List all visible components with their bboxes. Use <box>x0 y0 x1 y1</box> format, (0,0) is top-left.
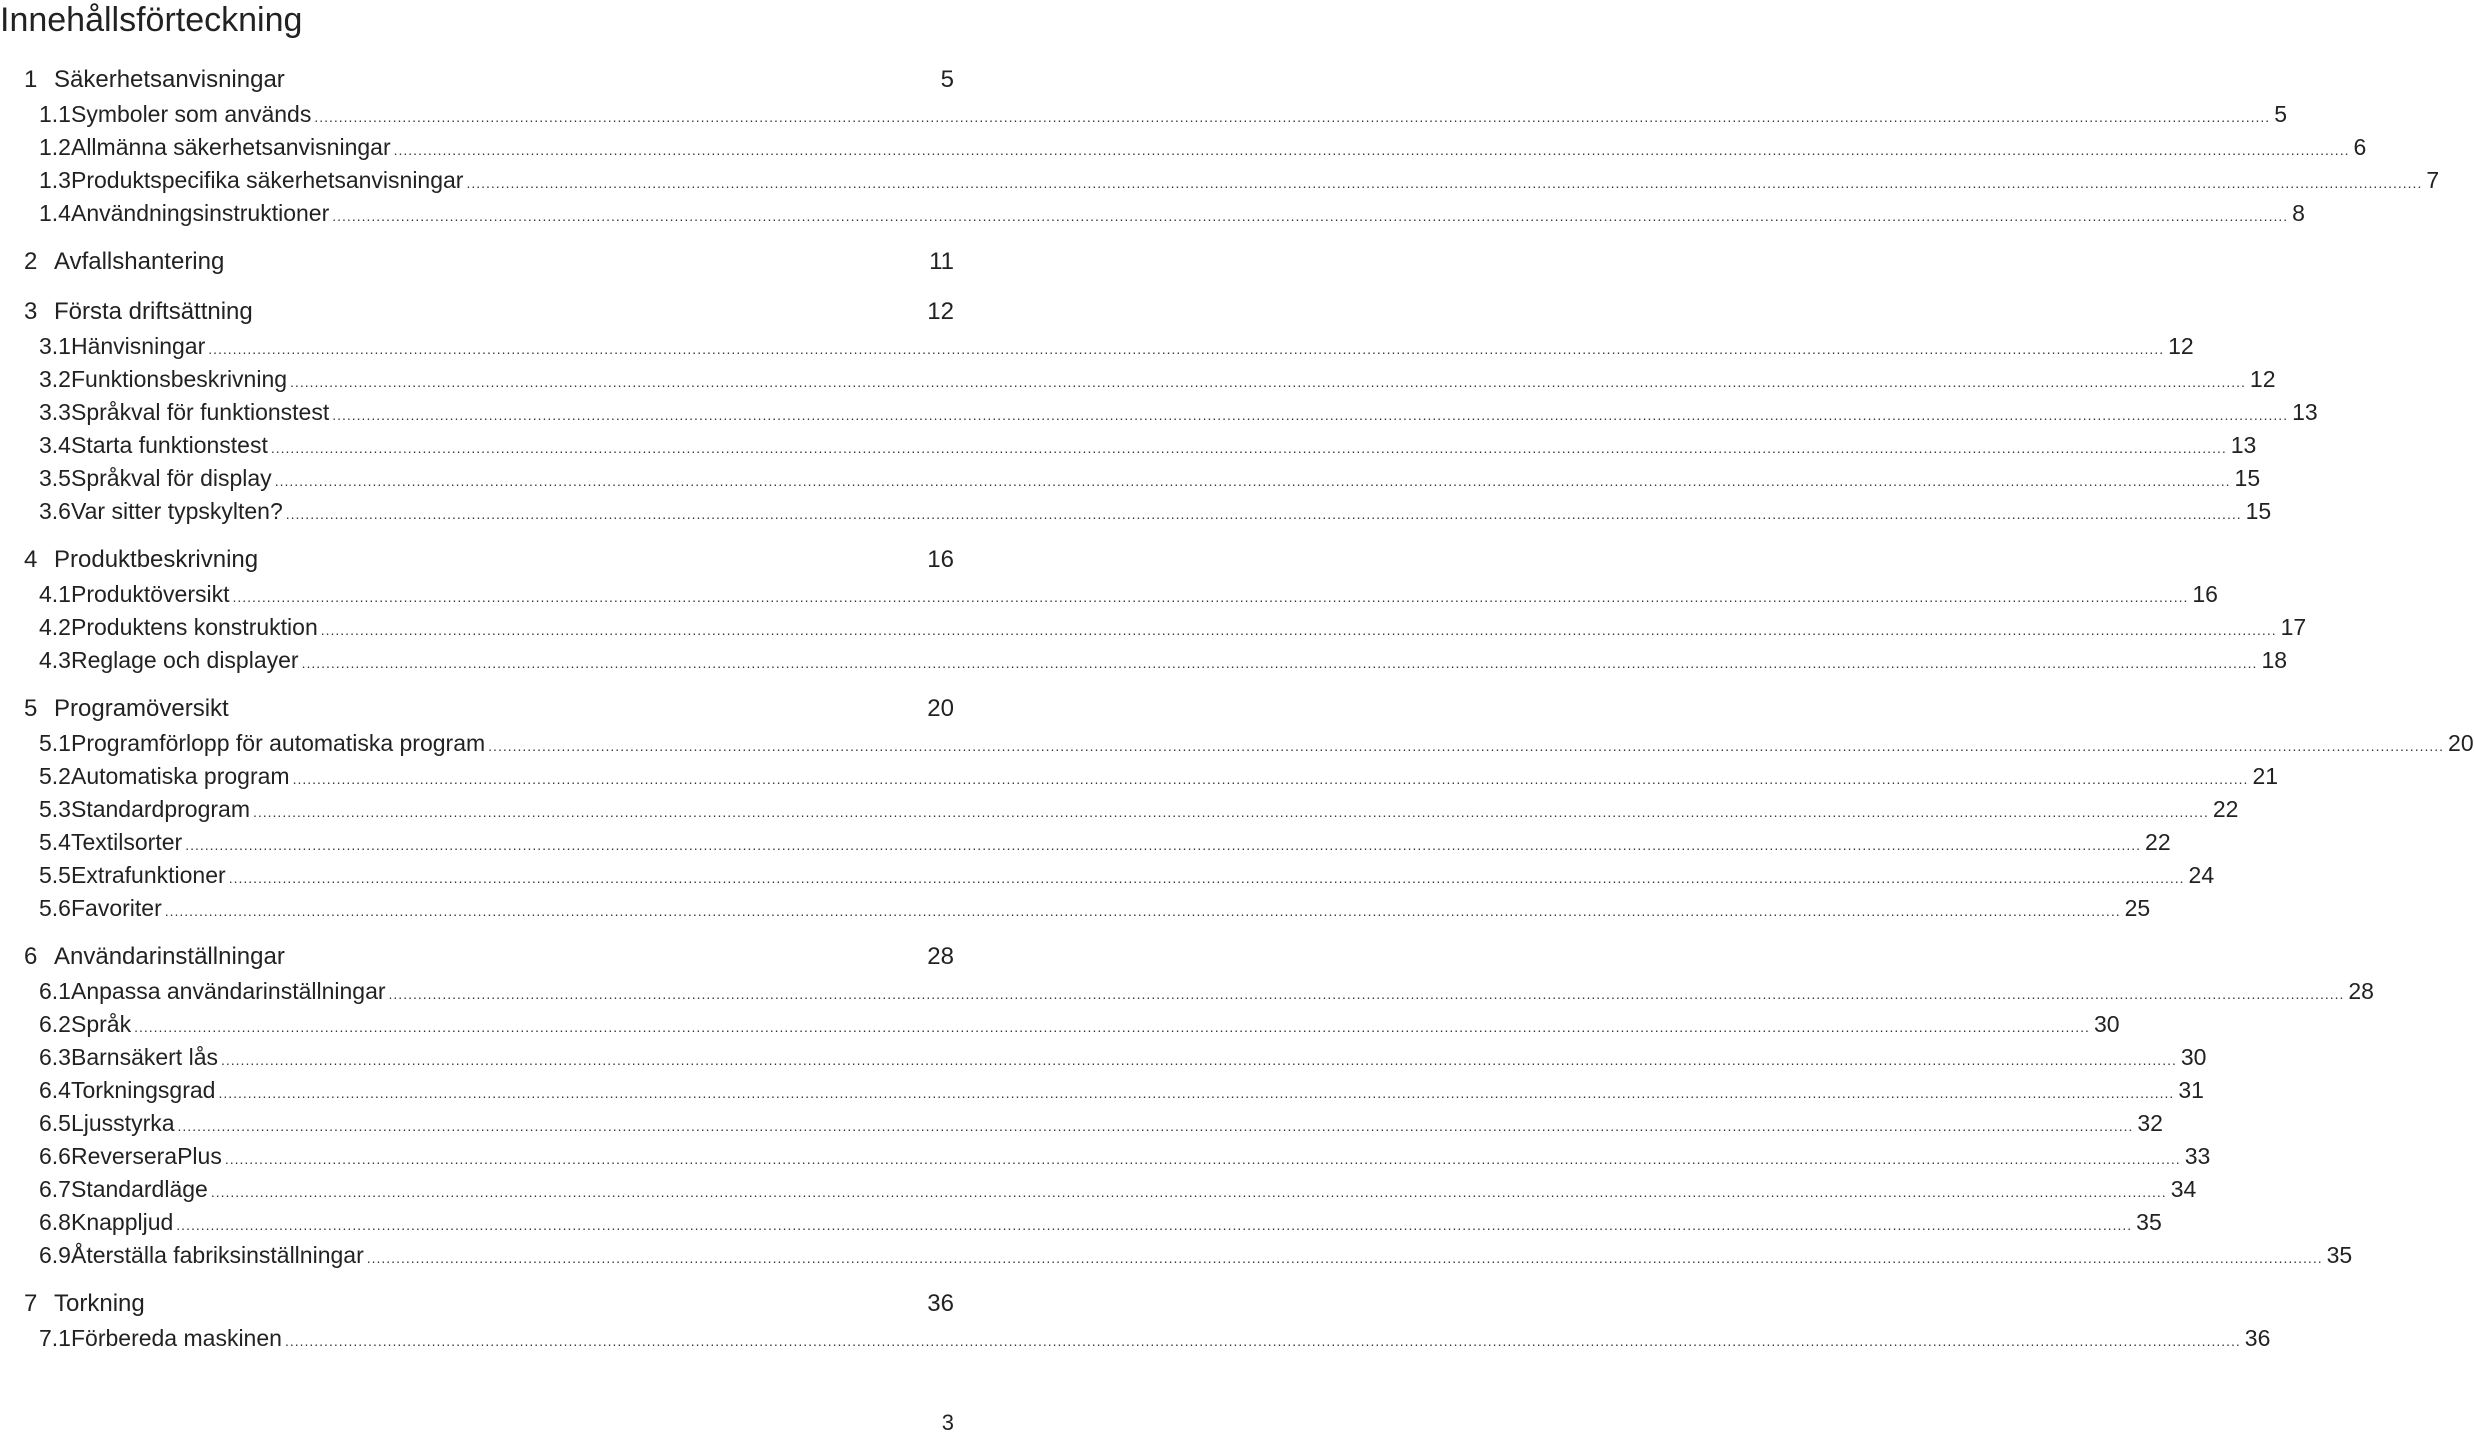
toc-chapter[interactable] <box>0 542 960 578</box>
toc-entry[interactable] <box>0 1074 2204 1107</box>
section-number: 6.9 <box>39 1242 71 1268</box>
section-title: Standardläge <box>70 1176 208 1202</box>
section-number: 5.5 <box>39 862 71 888</box>
section-number: 1.2 <box>39 134 71 160</box>
dot-leader: ................................................................................................................................................................................................................................................................................................................................................................................................................ <box>274 473 2231 489</box>
dot-leader: ................................................................................................................................................................................................................................................................................................................................................................................................................ <box>176 1217 2133 1233</box>
section-page: 36 <box>2244 1325 2271 1351</box>
section-page: 15 <box>2245 498 2272 524</box>
section-number: 6.8 <box>39 1209 71 1235</box>
toc-entry[interactable] <box>0 1322 2271 1355</box>
dot-leader: ................................................................................................................................................................................................................................................................................................................................................................................................................ <box>218 1085 2175 1101</box>
section-page: 20 <box>2448 730 2474 756</box>
section-page: 34 <box>2170 1176 2197 1202</box>
dot-leader: ................................................................................................................................................................................................................................................................................................................................................................................................................ <box>301 655 2258 671</box>
section-page: 6 <box>2353 134 2367 160</box>
section-title: Återställa fabriksinställningar <box>70 1242 364 1268</box>
dot-leader: ................................................................................................................................................................................................................................................................................................................................................................................................................ <box>314 109 2271 125</box>
dot-leader: ................................................................................................................................................................................................................................................................................................................................................................................................................ <box>252 804 2209 820</box>
section-number: 5.4 <box>39 829 71 855</box>
section-title: Produktspecifika säkerhetsanvisningar <box>70 167 464 193</box>
dot-leader: ................................................................................................................................................................................................................................................................................................................................................................................................................ <box>270 440 2227 456</box>
section-number: 6.5 <box>39 1110 71 1136</box>
section-title: Produktöversikt <box>70 581 230 607</box>
section-page: 7 <box>2426 167 2440 193</box>
chapter-number: 4 <box>24 546 38 573</box>
section-number: 3.1 <box>39 333 71 359</box>
chapter-title: Första driftsättning <box>54 298 253 325</box>
section-title: Produktens konstruktion <box>70 614 318 640</box>
chapter-page: 36 <box>927 1290 954 1317</box>
dot-leader: ................................................................................................................................................................................................................................................................................................................................................................................................................ <box>332 407 2289 423</box>
toc-entry[interactable] <box>0 396 2318 429</box>
section-page: 33 <box>2184 1143 2211 1169</box>
section-number: 6.1 <box>39 978 71 1004</box>
section-title: Funktionsbeskrivning <box>70 366 288 392</box>
section-title: Språkval för display <box>70 465 272 491</box>
chapter-number: 7 <box>24 1290 38 1317</box>
toc-entry[interactable] <box>0 429 2257 462</box>
section-number: 6.4 <box>39 1077 71 1103</box>
section-page: 12 <box>2249 366 2276 392</box>
dot-leader: ................................................................................................................................................................................................................................................................................................................................................................................................................ <box>388 986 2345 1002</box>
toc-chapter[interactable] <box>0 939 960 975</box>
toc-entry[interactable] <box>0 644 2288 677</box>
section-number: 7.1 <box>39 1325 71 1351</box>
chapter-page: 12 <box>927 298 954 325</box>
section-number: 4.3 <box>39 647 71 673</box>
dot-leader: ................................................................................................................................................................................................................................................................................................................................................................................................................ <box>290 374 2246 390</box>
chapter-title: Produktbeskrivning <box>54 546 259 573</box>
toc-entry[interactable] <box>0 1173 2197 1206</box>
section-page: 24 <box>2188 862 2215 888</box>
section-title: Programförlopp för automatiska program <box>70 730 486 756</box>
section-page: 31 <box>2178 1077 2204 1103</box>
dot-leader: ................................................................................................................................................................................................................................................................................................................................................................................................................ <box>488 738 2445 754</box>
section-page: 22 <box>2212 796 2239 822</box>
dot-leader: ................................................................................................................................................................................................................................................................................................................................................................................................................ <box>224 1151 2181 1167</box>
section-title: Extrafunktioner <box>70 862 226 888</box>
toc-chapter[interactable] <box>0 1286 960 1322</box>
section-title: Starta funktionstest <box>70 432 268 458</box>
dot-leader: ................................................................................................................................................................................................................................................................................................................................................................................................................ <box>210 1184 2167 1200</box>
toc-entry[interactable] <box>0 164 2440 197</box>
chapter-number: 5 <box>24 695 38 722</box>
section-title: Språk <box>70 1011 132 1037</box>
chapter-page: 5 <box>940 66 954 93</box>
toc-entry[interactable] <box>0 462 2261 495</box>
chapter-page: 11 <box>929 248 954 275</box>
section-page: 35 <box>2326 1242 2353 1268</box>
dot-leader: ................................................................................................................................................................................................................................................................................................................................................................................................................ <box>221 1052 2177 1068</box>
section-number: 3.3 <box>39 399 71 425</box>
dot-leader: ................................................................................................................................................................................................................................................................................................................................................................................................................ <box>134 1019 2090 1035</box>
section-page: 8 <box>2292 200 2305 226</box>
page-title: Innehållsförteckning <box>0 1 303 39</box>
section-title: Användningsinstruktioner <box>70 200 330 226</box>
section-title: Allmänna säkerhetsanvisningar <box>70 134 391 160</box>
dot-leader: ................................................................................................................................................................................................................................................................................................................................................................................................................ <box>292 771 2249 787</box>
section-title: Automatiska program <box>70 763 290 789</box>
section-page: 12 <box>2168 333 2194 359</box>
toc-entry[interactable] <box>0 495 2272 528</box>
section-title: Ljusstyrka <box>70 1110 175 1136</box>
toc-entry[interactable] <box>0 1239 2353 1272</box>
section-number: 4.2 <box>39 614 71 640</box>
toc-entry[interactable] <box>0 197 2305 230</box>
section-number: 3.4 <box>39 432 71 458</box>
section-title: Var sitter typskylten? <box>70 498 283 524</box>
section-page: 5 <box>2274 101 2287 127</box>
dot-leader: ................................................................................................................................................................................................................................................................................................................................................................................................................ <box>208 341 2165 357</box>
section-page: 21 <box>2252 763 2279 789</box>
toc-entry[interactable] <box>0 98 2287 131</box>
table-of-contents <box>0 62 2474 1355</box>
toc-entry[interactable] <box>0 1206 2162 1239</box>
chapter-page: 16 <box>927 546 954 573</box>
section-number: 6.2 <box>39 1011 71 1037</box>
section-page: 32 <box>2137 1110 2163 1136</box>
dot-leader: ................................................................................................................................................................................................................................................................................................................................................................................................................ <box>393 142 2350 158</box>
section-number: 6.7 <box>39 1176 71 1202</box>
toc-entry[interactable] <box>0 892 2151 925</box>
toc-entry[interactable] <box>0 1008 2120 1041</box>
toc-entry[interactable] <box>0 859 2215 892</box>
section-page: 17 <box>2280 614 2307 640</box>
toc-entry[interactable] <box>0 611 2307 644</box>
dot-leader: ................................................................................................................................................................................................................................................................................................................................................................................................................ <box>332 208 2289 224</box>
toc-chapter[interactable] <box>0 294 960 330</box>
dot-leader: ................................................................................................................................................................................................................................................................................................................................................................................................................ <box>177 1118 2134 1134</box>
section-page: 25 <box>2124 895 2151 921</box>
section-page: 28 <box>2348 978 2374 1004</box>
section-title: Språkval för funktionstest <box>70 399 330 425</box>
section-number: 1.3 <box>39 167 71 193</box>
dot-leader: ................................................................................................................................................................................................................................................................................................................................................................................................................ <box>232 589 2189 605</box>
toc-entry[interactable] <box>0 793 2239 826</box>
dot-leader: ................................................................................................................................................................................................................................................................................................................................................................................................................ <box>466 175 2423 191</box>
toc-entry[interactable] <box>0 975 2374 1008</box>
toc-entry[interactable] <box>0 727 2474 760</box>
section-number: 5.1 <box>39 730 71 756</box>
toc-entry[interactable] <box>0 1140 2211 1173</box>
toc-entry[interactable] <box>0 826 2171 859</box>
section-title: Favoriter <box>70 895 162 921</box>
section-title: Symboler som används <box>70 101 312 127</box>
section-number: 1.4 <box>39 200 71 226</box>
dot-leader: ................................................................................................................................................................................................................................................................................................................................................................................................................ <box>285 506 2242 522</box>
toc-entry[interactable] <box>0 1041 2207 1074</box>
toc-entry[interactable] <box>0 131 2367 164</box>
section-number: 1.1 <box>39 101 71 127</box>
toc-entry[interactable] <box>0 330 2194 363</box>
section-page: 15 <box>2234 465 2261 491</box>
toc-entry[interactable] <box>0 578 2218 611</box>
section-number: 3.2 <box>39 366 71 392</box>
section-number: 3.6 <box>39 498 71 524</box>
section-title: Reglage och displayer <box>70 647 299 673</box>
dot-leader: ................................................................................................................................................................................................................................................................................................................................................................................................................ <box>164 903 2121 919</box>
chapter-number: 1 <box>24 66 38 93</box>
section-number: 3.5 <box>39 465 71 491</box>
chapter-title: Torkning <box>54 1290 145 1317</box>
chapter-title: Avfallshantering <box>54 248 225 275</box>
dot-leader: ................................................................................................................................................................................................................................................................................................................................................................................................................ <box>284 1333 2241 1349</box>
dot-leader: ................................................................................................................................................................................................................................................................................................................................................................................................................ <box>320 622 2277 638</box>
section-page: 30 <box>2093 1011 2120 1037</box>
section-title: Hänvisningar <box>70 333 206 359</box>
dot-leader: ................................................................................................................................................................................................................................................................................................................................................................................................................ <box>185 837 2142 853</box>
section-page: 22 <box>2145 829 2171 855</box>
section-title: Textilsorter <box>70 829 183 855</box>
dot-leader: ................................................................................................................................................................................................................................................................................................................................................................................................................ <box>366 1250 2323 1266</box>
section-title: Barnsäkert lås <box>70 1044 218 1070</box>
section-number: 6.6 <box>39 1143 71 1169</box>
chapter-title: Säkerhetsanvisningar <box>54 66 285 93</box>
chapter-page: 20 <box>927 695 954 722</box>
section-title: Knappljud <box>70 1209 174 1235</box>
section-number: 5.6 <box>39 895 71 921</box>
chapter-title: Programöversikt <box>54 695 229 722</box>
section-page: 13 <box>2230 432 2257 458</box>
section-page: 16 <box>2192 581 2218 607</box>
section-number: 6.3 <box>39 1044 71 1070</box>
chapter-title: Användarinställningar <box>54 943 285 970</box>
section-number: 4.1 <box>39 581 71 607</box>
section-title: Anpassa användarinställningar <box>70 978 386 1004</box>
toc-chapter[interactable] <box>0 244 960 280</box>
section-page: 30 <box>2180 1044 2207 1070</box>
section-page: 13 <box>2292 399 2318 425</box>
toc-entry[interactable] <box>0 760 2279 793</box>
section-page: 18 <box>2261 647 2288 673</box>
toc-entry[interactable] <box>0 363 2276 396</box>
toc-entry[interactable] <box>0 1107 2163 1140</box>
chapter-page: 28 <box>927 943 954 970</box>
chapter-number: 6 <box>24 943 38 970</box>
toc-chapter[interactable] <box>0 691 960 727</box>
chapter-number: 2 <box>24 248 38 275</box>
section-title: Standardprogram <box>70 796 250 822</box>
section-title: ReverseraPlus <box>70 1143 222 1169</box>
page-number: 3 <box>941 1410 954 1435</box>
dot-leader: ................................................................................................................................................................................................................................................................................................................................................................................................................ <box>228 870 2185 886</box>
section-title: Torkningsgrad <box>70 1077 216 1103</box>
chapter-number: 3 <box>24 298 38 325</box>
section-number: 5.2 <box>39 763 71 789</box>
section-number: 5.3 <box>39 796 71 822</box>
section-title: Förbereda maskinen <box>70 1325 282 1351</box>
toc-chapter[interactable] <box>0 62 960 98</box>
section-page: 35 <box>2136 1209 2162 1235</box>
